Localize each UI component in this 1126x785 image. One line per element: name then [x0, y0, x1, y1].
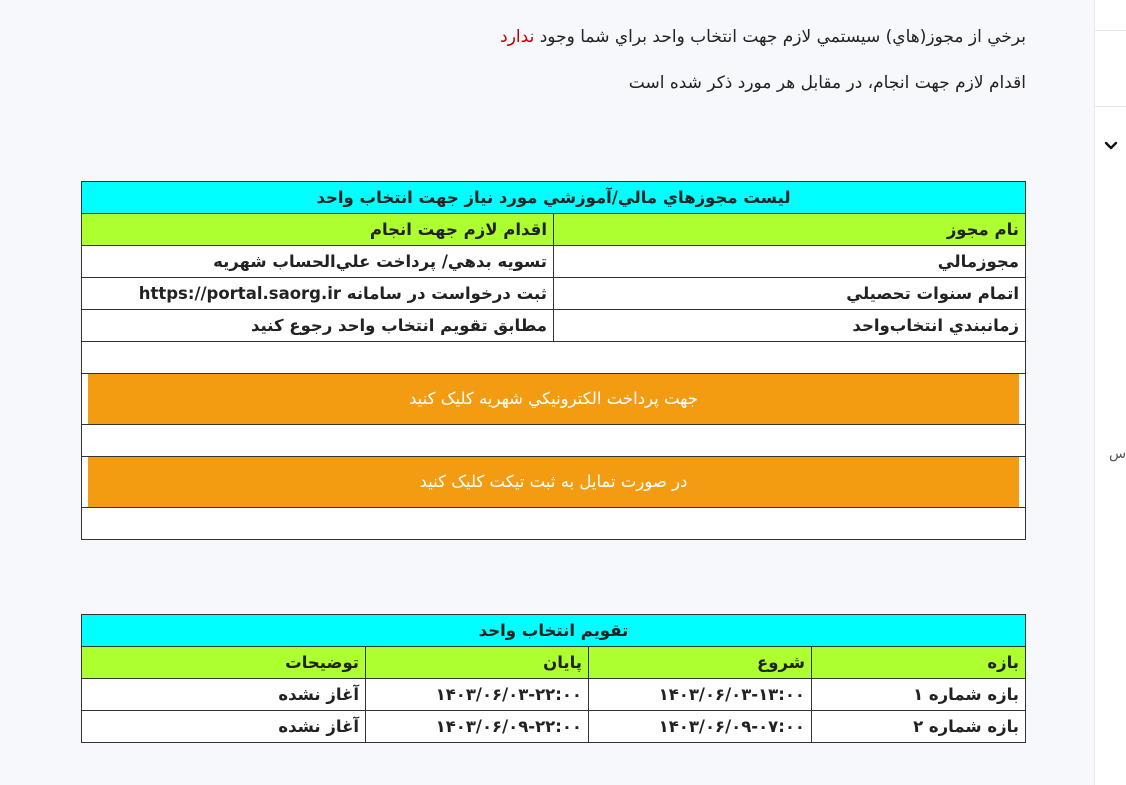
header-start: شروع — [589, 647, 812, 679]
table-row — [82, 310, 1026, 342]
period-name: بازه شماره ۲ — [812, 711, 1026, 743]
period-start: ۱۴۰۳/۰۶/۰۹-۰۷:۰۰ — [589, 711, 812, 743]
side-panel — [1094, 0, 1126, 785]
pay-button-cell — [82, 374, 1026, 425]
period-status: آغاز نشده — [82, 711, 366, 743]
permission-warning — [500, 27, 1026, 47]
action-note: اقدام لازم جهت انجام، در مقابل هر مورد ذكر شده است — [628, 73, 1026, 93]
ticket-button-cell — [82, 457, 1026, 508]
warning-text: برخي از مجوز(هاي) سيستمي لازم جهت انتخاب واحد براي شما وجود — [539, 27, 1026, 47]
spacer-row — [82, 342, 1026, 374]
header-permit-name: نام مجوز — [554, 214, 1026, 246]
table-row — [82, 711, 1026, 743]
permit-action: ثبت درخواست در سامانه https://portal.saorg.ir — [82, 278, 554, 310]
permit-name: اتمام سنوات تحصيلي — [554, 278, 1026, 310]
spacer-row — [82, 508, 1026, 540]
header-required-action: اقدام لازم جهت انجام — [82, 214, 554, 246]
permit-name: زمانبندي انتخاب‌واحد — [554, 310, 1026, 342]
header-description: توضيحات — [82, 647, 366, 679]
period-name: بازه شماره ۱ — [812, 679, 1026, 711]
permit-action: مطابق تقويم انتخاب واحد رجوع كنيد — [82, 310, 554, 342]
table-row — [82, 278, 1026, 310]
submit-ticket-button[interactable]: در صورت تمايل به ثبت تيکت كليک كنيد — [88, 457, 1019, 507]
side-glyph: س — [1109, 446, 1126, 462]
table-row — [82, 246, 1026, 278]
period-start: ۱۴۰۳/۰۶/۰۳-۱۳:۰۰ — [589, 679, 812, 711]
table-row — [82, 679, 1026, 711]
warning-highlight: ندارد — [500, 27, 535, 47]
period-status: آغاز نشده — [82, 679, 366, 711]
permit-action: تسويه بدهي/ پرداخت علي‌الحساب شهريه — [82, 246, 554, 278]
header-end: پايان — [366, 647, 589, 679]
spacer-row — [82, 425, 1026, 457]
permits-table — [81, 181, 1026, 540]
side-divider — [1095, 30, 1126, 31]
period-end: ۱۴۰۳/۰۶/۰۳-۲۲:۰۰ — [366, 679, 589, 711]
calendar-table — [81, 614, 1026, 743]
permit-name: مجوزمالي — [554, 246, 1026, 278]
period-end: ۱۴۰۳/۰۶/۰۹-۲۲:۰۰ — [366, 711, 589, 743]
side-divider — [1095, 106, 1126, 107]
chevron-down-icon[interactable] — [1103, 138, 1119, 154]
pay-tuition-button[interactable]: جهت پرداخت الكترونيكي شهريه كليک كنيد — [88, 374, 1019, 424]
calendar-table-title: تقويم انتخاب واحد — [82, 615, 1026, 647]
permits-table-title: ليست مجوزهاي مالي/آموزشي مورد نياز جهت انتخاب واحد — [82, 182, 1026, 214]
header-period: بازه — [812, 647, 1026, 679]
